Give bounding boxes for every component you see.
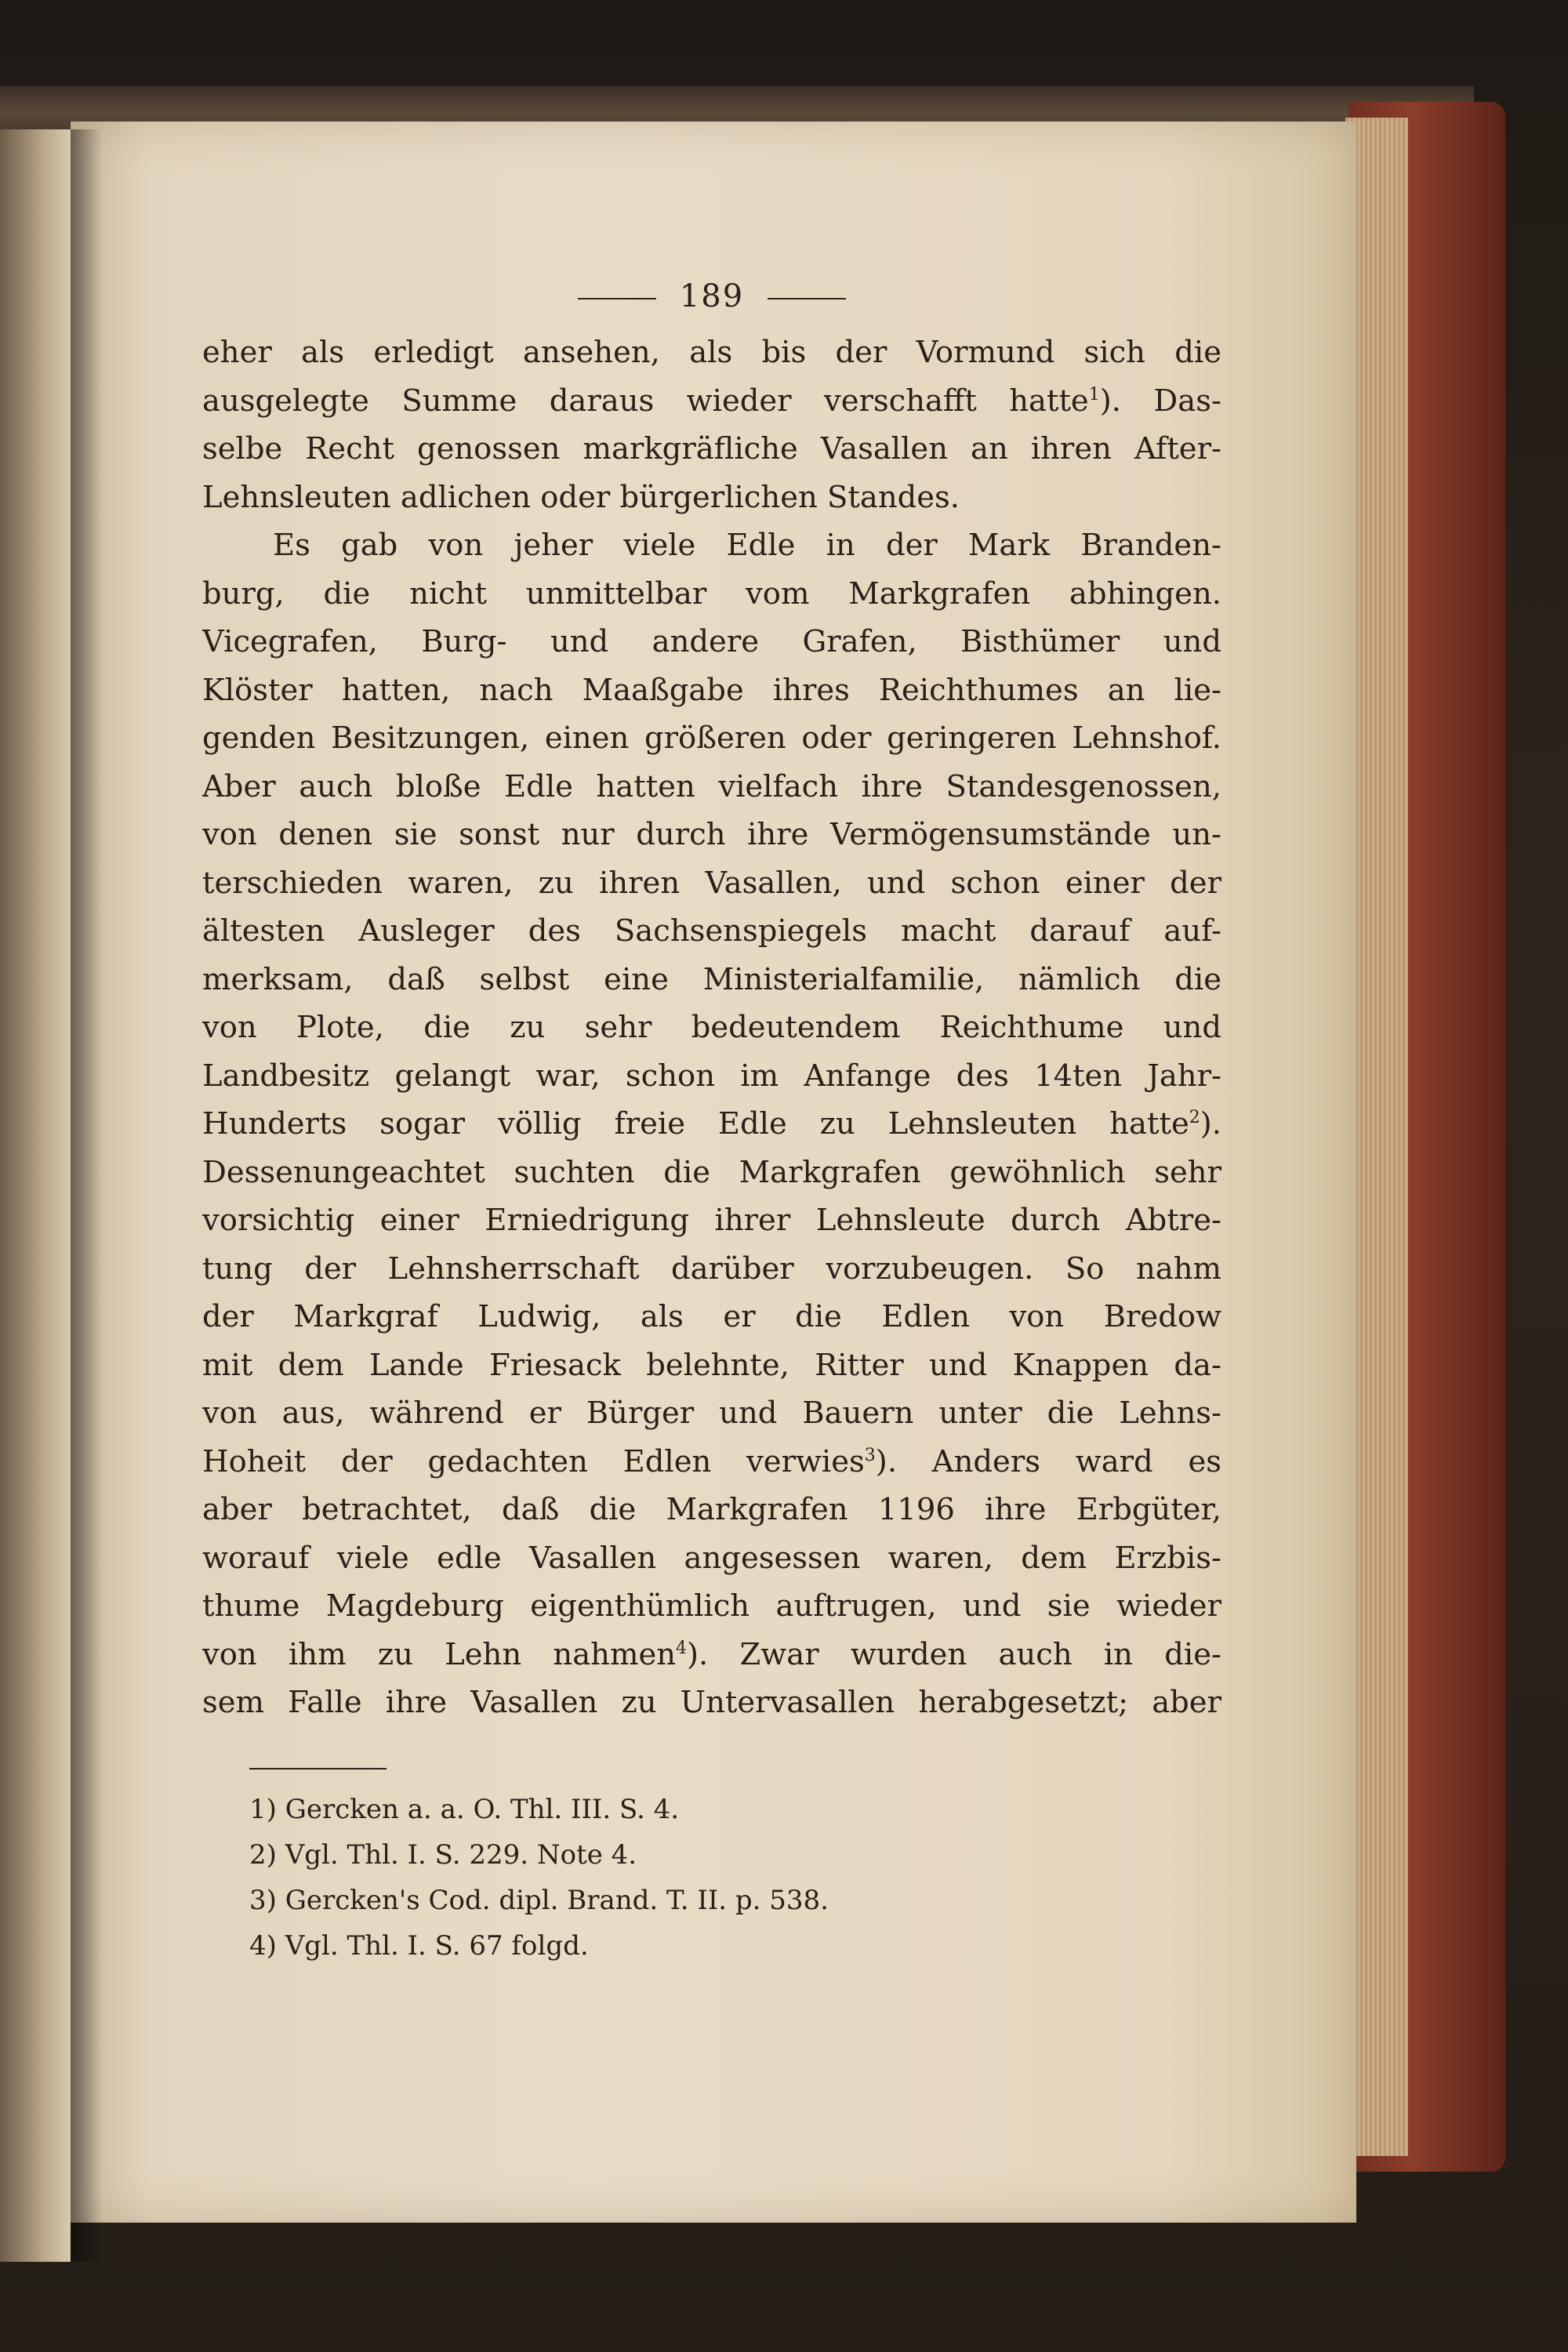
- footnote-ref: 3: [864, 1445, 876, 1465]
- text-line: worauf viele edle Vasallen angesessen waren, dem Erzbis-: [202, 1540, 1221, 1576]
- text-line: von denen sie sonst nur durch ihre Vermögensumstände un-: [202, 817, 1221, 852]
- text-line: Dessenungeachtet suchten die Markgrafen gewöhnlich sehr: [202, 1154, 1221, 1190]
- text-line: Es gab von jeher viele Edle in der Mark Branden-: [273, 528, 1221, 563]
- footnote-ref: 2: [1189, 1108, 1200, 1128]
- text-line: Klöster hatten, nach Maaßgabe ihres Reichthumes an lie-: [202, 672, 1221, 708]
- left-page-edge: [0, 129, 71, 2262]
- text-line: merksam, daß selbst eine Ministerialfamilie, nämlich die: [202, 961, 1221, 997]
- text-line: von aus, während er Bürger und Bauern unter die Lehns-: [202, 1396, 1221, 1431]
- header-dash-left: [578, 298, 656, 299]
- footnote: 2) Vgl. Thl. I. S. 229. Note 4.: [249, 1838, 637, 1871]
- text-line: selbe Recht genossen markgräfliche Vasallen an ihren After-: [202, 431, 1221, 466]
- footnote: 1) Gercken a. a. O. Thl. III. S. 4.: [249, 1793, 680, 1825]
- page-number: 189: [679, 278, 745, 314]
- footnote: 3) Gercken's Cod. dipl. Brand. T. II. p. 538.: [249, 1884, 829, 1916]
- text-line: mit dem Lande Friesack belehnte, Ritter und Knappen da-: [202, 1347, 1221, 1383]
- text-line: thume Magdeburg eigenthümlich auftrugen, und sie wieder: [202, 1588, 1221, 1624]
- text-line: vorsichtig einer Erniedrigung ihrer Lehnsleute durch Abtre-: [202, 1203, 1221, 1238]
- page-content: [202, 278, 1221, 1969]
- text-line: von Plote, die zu sehr bedeutendem Reichthume und: [202, 1010, 1221, 1045]
- text-line: Landbesitz gelangt war, schon im Anfange des 14ten Jahr-: [202, 1058, 1221, 1094]
- page-header: [202, 278, 1221, 314]
- text-line: eher als erledigt ansehen, als bis der Vormund sich die: [202, 335, 1221, 370]
- text-line: Hoheit der gedachten Edlen verwies$^3$). Anders ward es: [202, 1443, 1221, 1479]
- text-line: Lehnsleuten adlichen oder bürgerlichen Standes.: [202, 479, 960, 515]
- text-line: Hunderts sogar völlig freie Edle zu Lehnsleuten hatte$^2$).: [202, 1106, 1221, 1142]
- text-line: der Markgraf Ludwig, als er die Edlen von Bredow: [202, 1299, 1221, 1334]
- text-line: burg, die nicht unmittelbar vom Markgrafen abhingen.: [202, 575, 1221, 612]
- footnotes: [202, 1787, 1221, 1969]
- book-page: [71, 122, 1356, 2223]
- text-line: terschieden waren, zu ihren Vasallen, und schon einer der: [202, 865, 1221, 901]
- footnote-ref: 4: [676, 1638, 688, 1658]
- footnote-divider: [249, 1768, 387, 1769]
- body-text: [202, 328, 1221, 1727]
- text-line: aber betrachtet, daß die Markgrafen 1196 ihre Erbgüter,: [202, 1492, 1221, 1527]
- text-line: ausgelegte Summe daraus wieder verschafft hatte$^1$). Das-: [202, 383, 1221, 419]
- text-line: von ihm zu Lehn nahmen$^4$). Zwar wurden auch in die-: [202, 1636, 1221, 1672]
- header-dash-right: [768, 298, 846, 299]
- text-line: Aber auch bloße Edle hatten vielfach ihre Standesgenossen,: [202, 768, 1221, 804]
- text-line: tung der Lehnsherrschaft darüber vorzubeugen. So nahm: [202, 1250, 1221, 1287]
- text-line: ältesten Ausleger des Sachsenspiegels macht darauf auf-: [202, 913, 1221, 949]
- text-line: genden Besitzungen, einen größeren oder geringeren Lehnshof.: [202, 720, 1221, 756]
- spine-shadow: [71, 129, 102, 2262]
- footnote-ref: 1: [1088, 384, 1100, 405]
- text-line: sem Falle ihre Vasallen zu Untervasallen herabgesetzt; aber: [202, 1685, 1221, 1720]
- footnote: 4) Vgl. Thl. I. S. 67 folgd.: [249, 1929, 589, 1962]
- text-line: Vicegrafen, Burg- und andere Grafen, Bisthümer und: [202, 624, 1221, 659]
